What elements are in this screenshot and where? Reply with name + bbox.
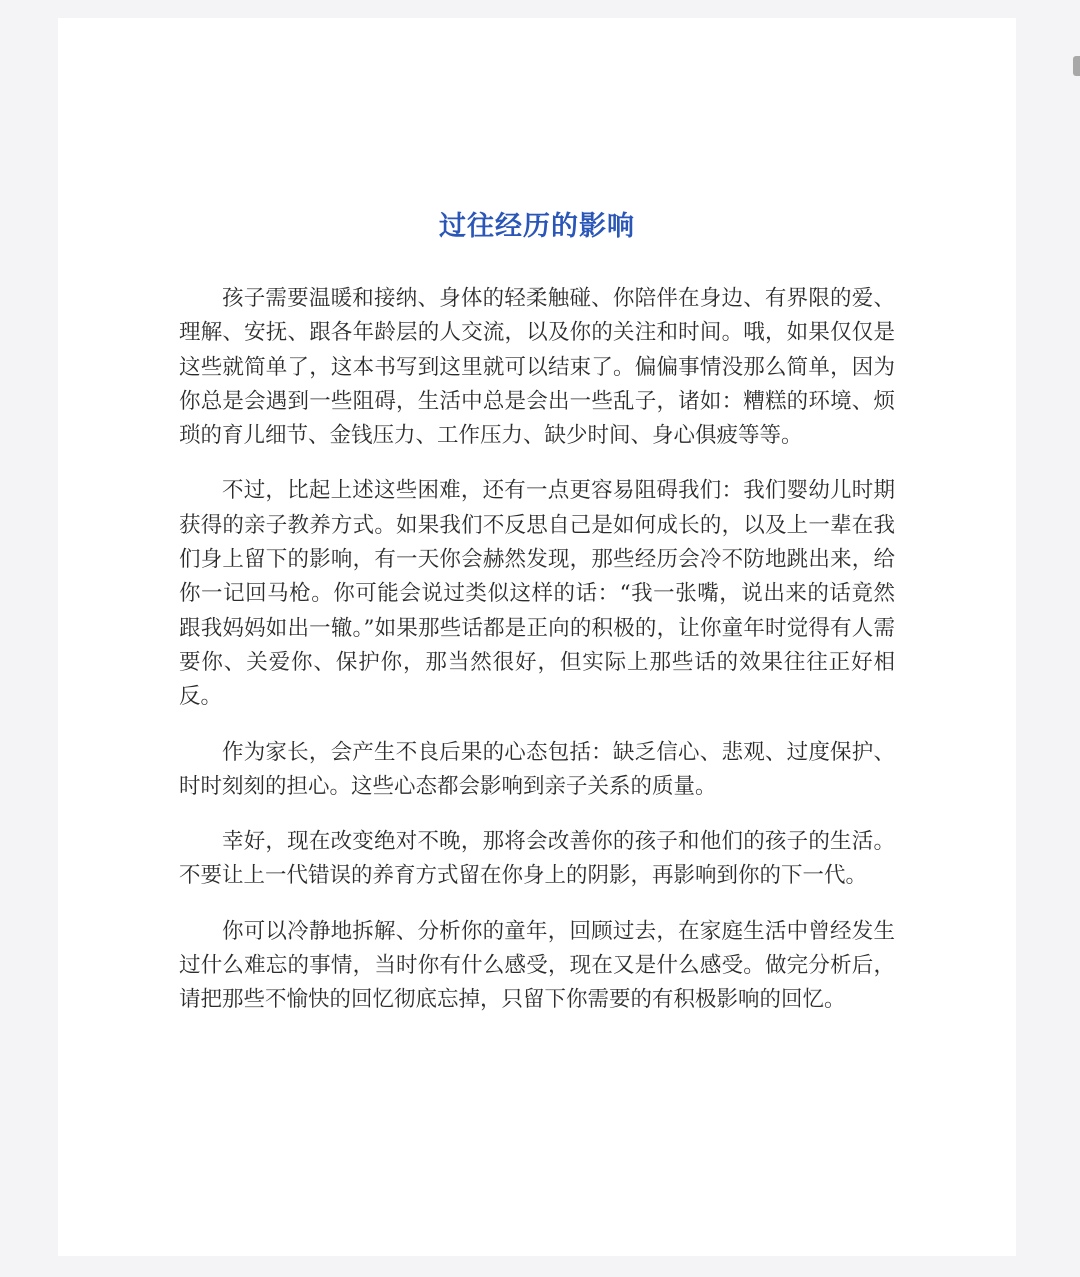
- document-page: [58, 18, 1016, 1256]
- scrollbar-thumb[interactable]: [1073, 56, 1080, 76]
- document-body: [179, 282, 895, 1039]
- paragraph-1: 孩子需要温暖和接纳、身体的轻柔触碰、你陪伴在身边、有界限的爱、理解、安抚、跟各年龄层的人交流，以及你的关注和时间。哦，如果仅仅是这些就简单了，这本书写到这里就可以结束了。偏偏事情没那么简单，因为你总是会遇到一些阻碍，生活中总是会出一些乱子，诸如：糟糕的环境、烦琐的育儿细节、金钱压力、工作压力、缺少时间、身心俱疲等等。: [179, 286, 895, 449]
- paragraph-2: 不过，比起上述这些困难，还有一点更容易阻碍我们：我们婴幼儿时期获得的亲子教养方式。如果我们不反思自己是如何成长的，以及上一辈在我们身上留下的影响，有一天你会赫然发现，那些经历会冷不防地跳出来，给你一记回马枪。你可能会说过类似这样的话：“我一张嘴，说出来的话竟然跟我妈妈如出一辙。”如果那些话都是正向的积极的，让你童年时觉得有人需要你、关爱你、保护你，那当然很好，但实际上那些话的效果往往正好相反。: [179, 478, 895, 710]
- paragraph-5: 你可以冷静地拆解、分析你的童年，回顾过去，在家庭生活中曾经发生过什么难忘的事情，当时你有什么感受，现在又是什么感受。做完分析后，请把那些不愉快的回忆彻底忘掉，只留下你需要的有积极影响的回忆。: [179, 918, 895, 1013]
- page-title: 过往经历的影响: [439, 211, 635, 242]
- paragraph-4: 幸好，现在改变绝对不晚，那将会改善你的孩子和他们的孩子的生活。不要让上一代错误的养育方式留在你身上的阴影，再影响到你的下一代。: [179, 829, 895, 889]
- paragraph-3: 作为家长，会产生不良后果的心态包括：缺乏信心、悲观、过度保护、时时刻刻的担心。这些心态都会影响到亲子关系的质量。: [179, 739, 895, 799]
